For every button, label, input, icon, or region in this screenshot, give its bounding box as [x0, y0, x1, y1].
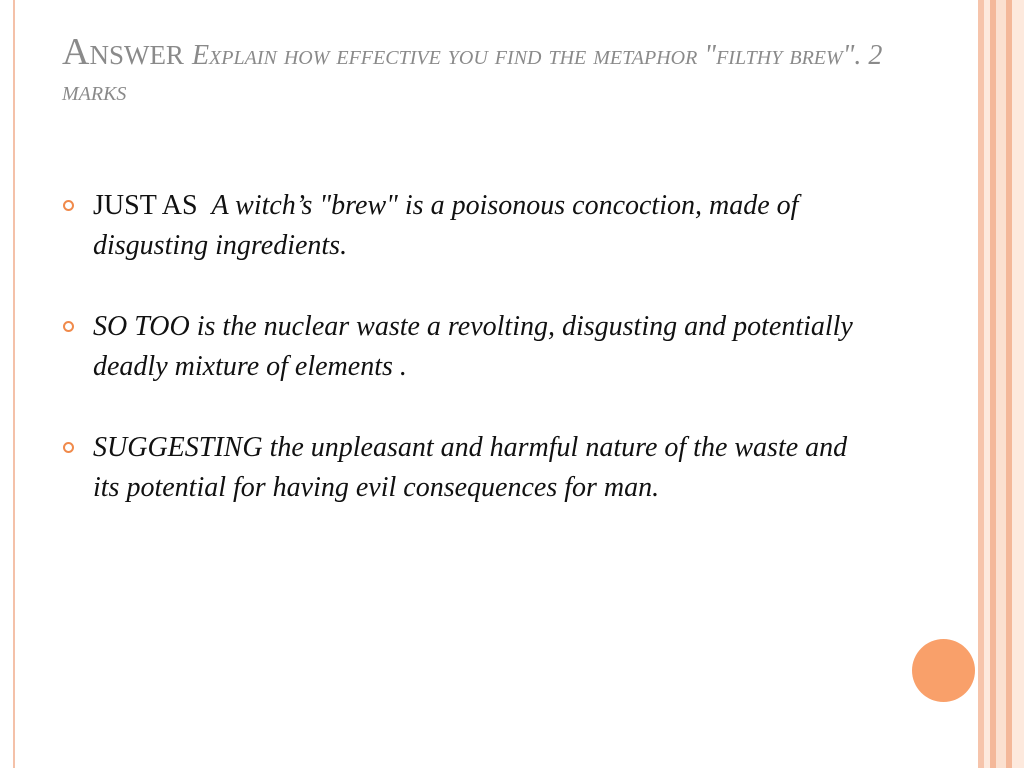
bullet-item-just-as [62, 186, 862, 266]
right-stripe-6 [1012, 0, 1024, 768]
orange-circle-decoration [912, 639, 975, 702]
ring-bullet-icon [63, 442, 74, 453]
bullet-text: the unpleasant and harmful nature of the waste and its potential for having evil consequences for man. [93, 432, 848, 503]
title-question: Explain how effective you find the metaphor "filthy brew". 2 marks [62, 40, 883, 107]
slide-title [62, 30, 942, 108]
bullet-text: A witch’s "brew" is a poisonous concoction, made of disgusting ingredients. [93, 190, 799, 261]
right-stripe-4 [996, 0, 1006, 768]
ring-bullet-icon [63, 200, 74, 211]
bullet-item-so-too [62, 307, 862, 387]
title-lead: Answer [62, 31, 184, 73]
bullet-lead: SUGGESTING [93, 432, 263, 463]
left-border-line [13, 0, 15, 768]
ring-bullet-icon [63, 321, 74, 332]
bullet-text: is the nuclear waste a revolting, disgusting and potentially deadly mixture of elements . [93, 311, 853, 382]
bullet-lead: SO TOO [93, 311, 190, 342]
bullet-lead: JUST AS [93, 190, 198, 221]
bullet-list [62, 186, 862, 549]
bullet-item-suggesting [62, 428, 862, 508]
